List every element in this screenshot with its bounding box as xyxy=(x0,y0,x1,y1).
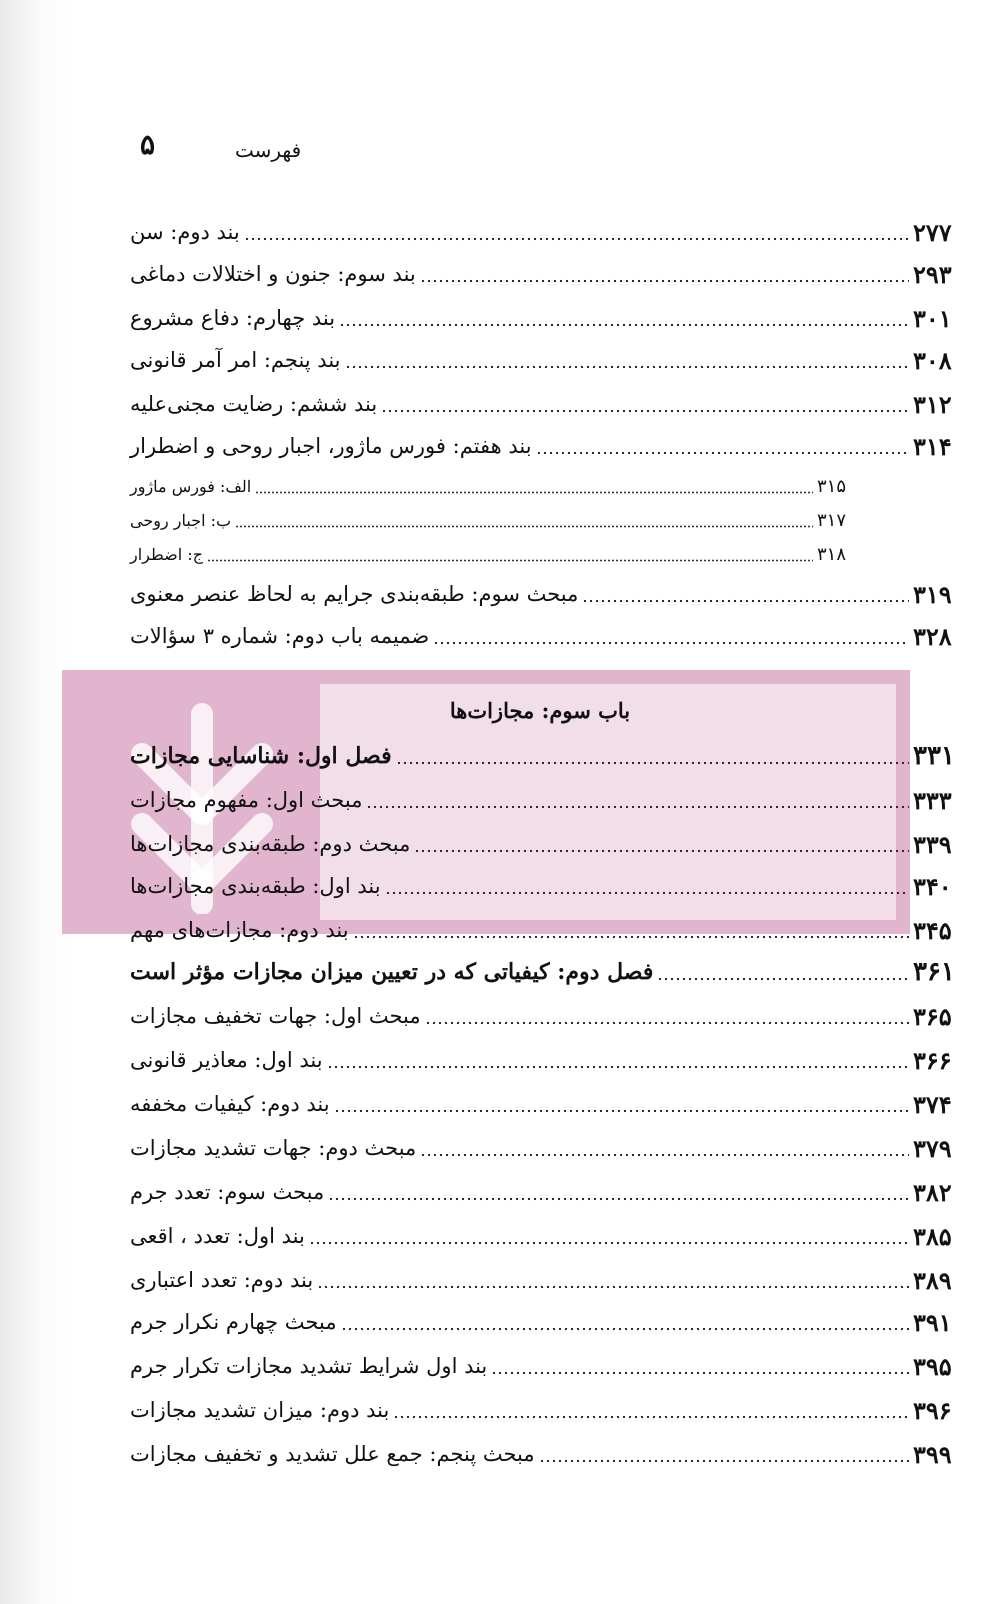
toc-entry-title: مبحث سوم: طبقه‌بندی جرایم به لحاظ عنصر معنوی xyxy=(130,582,579,606)
leader-dots xyxy=(414,849,909,853)
toc-entry-title: بند دوم: میزان تشدید مجازات xyxy=(130,1398,390,1422)
toc-entry-page: ۳۲۸ xyxy=(913,621,952,651)
toc-entry-page: ۲۹۳ xyxy=(913,259,952,289)
toc-entry xyxy=(130,1434,968,1474)
toc-entry xyxy=(130,866,968,906)
toc-entry-page: ۳۷۹ xyxy=(913,1133,952,1163)
toc-entry-page: ۳۸۲ xyxy=(913,1177,952,1207)
toc-entry xyxy=(130,426,968,466)
toc-entry-title: بند چهارم: دفاع مشروع xyxy=(130,306,336,330)
toc-entry xyxy=(130,254,968,294)
toc-entry-title: بند هفتم: فورس ماژور، اجبار روحی و اضطرار xyxy=(130,434,532,458)
leader-dots xyxy=(244,237,909,241)
page-header xyxy=(140,128,310,168)
toc-entry xyxy=(130,1040,968,1080)
leader-dots xyxy=(385,891,909,895)
toc-entry-page: ۳۳۹ xyxy=(913,829,952,859)
toc-entry-title: بند سوم: جنون و اختلالات دماغی xyxy=(130,262,416,286)
toc-entry-page: ۳۹۶ xyxy=(913,1395,952,1425)
toc-entry-page: ۳۰۸ xyxy=(913,345,952,375)
toc-entry-page: ۳۶۵ xyxy=(913,1001,952,1031)
toc-entry xyxy=(130,824,968,864)
toc-entry xyxy=(130,996,968,1036)
toc-entry xyxy=(130,574,968,614)
leader-dots xyxy=(425,1021,909,1025)
toc-entry-title: الف: فورس ماژور xyxy=(130,476,252,496)
toc-entry-title: بند دوم: تعدد اعتباری xyxy=(130,1268,314,1292)
leader-dots xyxy=(491,1371,909,1375)
toc-entry-page: ۳۷۴ xyxy=(913,1089,952,1119)
toc-entry xyxy=(130,1346,968,1386)
leader-dots xyxy=(328,1197,909,1201)
toc-entry-title: بند دوم: سن xyxy=(130,220,240,244)
toc-entry-title: بند دوم: مجازات‌های مهم xyxy=(130,918,349,942)
leader-dots xyxy=(582,599,909,603)
toc-entry-page: ۳۶۶ xyxy=(913,1045,952,1075)
page-gutter-shadow xyxy=(0,0,70,1604)
toc-entry-page: ۲۷۷ xyxy=(913,217,952,247)
leader-dots xyxy=(420,1153,909,1157)
toc-entry xyxy=(130,616,968,656)
leader-dots xyxy=(381,409,909,413)
toc-entry-page: ۳۹۹ xyxy=(913,1439,952,1469)
leader-dots xyxy=(207,559,813,563)
toc-entry-page: ۳۱۲ xyxy=(913,389,952,419)
toc-entry-title: ضمیمه باب دوم: شماره ۳ سؤالات xyxy=(130,624,430,648)
toc-entry-page: ۳۳۱ xyxy=(913,741,955,771)
toc-entry-title: مبحث دوم: طبقه‌بندی مجازات‌ها xyxy=(130,832,411,856)
toc-entry xyxy=(130,1084,968,1124)
leader-dots xyxy=(327,1065,909,1069)
toc-entry xyxy=(130,298,968,338)
leader-dots xyxy=(536,451,909,455)
leader-dots xyxy=(420,279,909,283)
toc-entry-page: ۳۱۴ xyxy=(913,431,952,461)
toc-entry xyxy=(130,534,872,574)
leader-dots xyxy=(539,1459,909,1463)
toc-entry-page: ۳۱۹ xyxy=(913,579,952,609)
leader-dots xyxy=(309,1241,909,1245)
toc-entry-page: ۳۱۷ xyxy=(817,509,847,531)
leader-dots xyxy=(393,1415,909,1419)
toc-entry-page: ۳۸۵ xyxy=(913,1221,952,1251)
toc-chapter-entry xyxy=(130,952,968,992)
leader-dots xyxy=(255,491,813,495)
toc-entry xyxy=(130,340,968,380)
toc-entry-title: بند اول: معاذیر قانونی xyxy=(130,1048,323,1072)
toc-entry-title: مبحث اول: مفهوم مجازات xyxy=(130,788,363,812)
toc-entry-title: بند دوم: کیفیات مخففه xyxy=(130,1092,330,1116)
toc-entry-page: ۳۴۰ xyxy=(913,871,952,901)
toc-chapter-entry xyxy=(130,736,968,776)
toc-entry-title: فصل اول: شناسایی مجازات xyxy=(130,743,392,769)
toc-entry-page: ۳۶۱ xyxy=(913,957,955,987)
toc-entry-page: ۳۱۵ xyxy=(817,475,847,497)
toc-entry-title: فصل دوم: کیفیاتی که در تعیین میزان مجازات مؤثر است xyxy=(130,959,654,985)
toc-entry-page: ۳۱۸ xyxy=(817,543,847,565)
leader-dots xyxy=(657,977,909,981)
toc-entry-title: بند اول شرایط تشدید مجازات تکرار جرم xyxy=(130,1354,488,1378)
toc-entry-title: بند اول: تعدد ، اقعی xyxy=(130,1224,305,1248)
toc-entry xyxy=(130,1302,968,1342)
toc-entry xyxy=(130,780,968,820)
toc-entry-title: بند پنجم: امر آمر قانونی xyxy=(130,348,341,372)
toc-entry xyxy=(130,1216,968,1256)
running-title: فهرست xyxy=(235,138,302,162)
toc-entry xyxy=(130,1390,968,1430)
leader-dots xyxy=(334,1109,909,1113)
leader-dots xyxy=(339,323,909,327)
leader-dots xyxy=(235,525,813,529)
toc-entry-page: ۳۸۹ xyxy=(913,1265,952,1295)
toc-entry-title: مبحث سوم: تعدد جرم xyxy=(130,1180,325,1204)
toc-entry-title: ب: اجبار روحی xyxy=(130,510,232,530)
section-heading: باب سوم: مجازات‌ها xyxy=(449,698,631,723)
toc-entry xyxy=(130,1172,968,1212)
toc-entry-title: مبحث دوم: جهات تشدید مجازات xyxy=(130,1136,417,1160)
leader-dots xyxy=(433,641,909,645)
toc-entry-page: ۳۹۵ xyxy=(913,1351,952,1381)
toc-entry-page: ۳۴۵ xyxy=(913,915,952,945)
toc-entry xyxy=(130,212,968,252)
page-number: ۵ xyxy=(140,128,156,161)
toc-entry-title: بند ششم: رضایت مجنی‌علیه xyxy=(130,392,378,416)
leader-dots xyxy=(345,365,909,369)
leader-dots xyxy=(317,1285,909,1289)
toc-entry xyxy=(130,910,968,950)
toc-entry xyxy=(130,384,968,424)
leader-dots xyxy=(341,1327,909,1331)
toc-entry xyxy=(130,1260,968,1300)
leader-dots xyxy=(366,805,909,809)
leader-dots xyxy=(353,935,909,939)
leader-dots xyxy=(396,761,909,765)
toc-entry-title: ج: اضطرار xyxy=(130,544,203,564)
toc-entry-title: مبحث چهارم نکرار جرم xyxy=(130,1310,337,1334)
toc-entry-page: ۳۳۳ xyxy=(913,785,952,815)
toc-entry-title: مبحث پنجم: جمع علل تشدید و تخفیف مجازات xyxy=(130,1442,535,1466)
toc-entry-title: مبحث اول: جهات تخفیف مجازات xyxy=(130,1004,421,1028)
toc-entry-title: بند اول: طبقه‌بندی مجازات‌ها xyxy=(130,874,381,898)
toc-entry-page: ۳۹۱ xyxy=(913,1307,952,1337)
toc-entry-page: ۳۰۱ xyxy=(913,303,952,333)
toc-entry xyxy=(130,1128,968,1168)
